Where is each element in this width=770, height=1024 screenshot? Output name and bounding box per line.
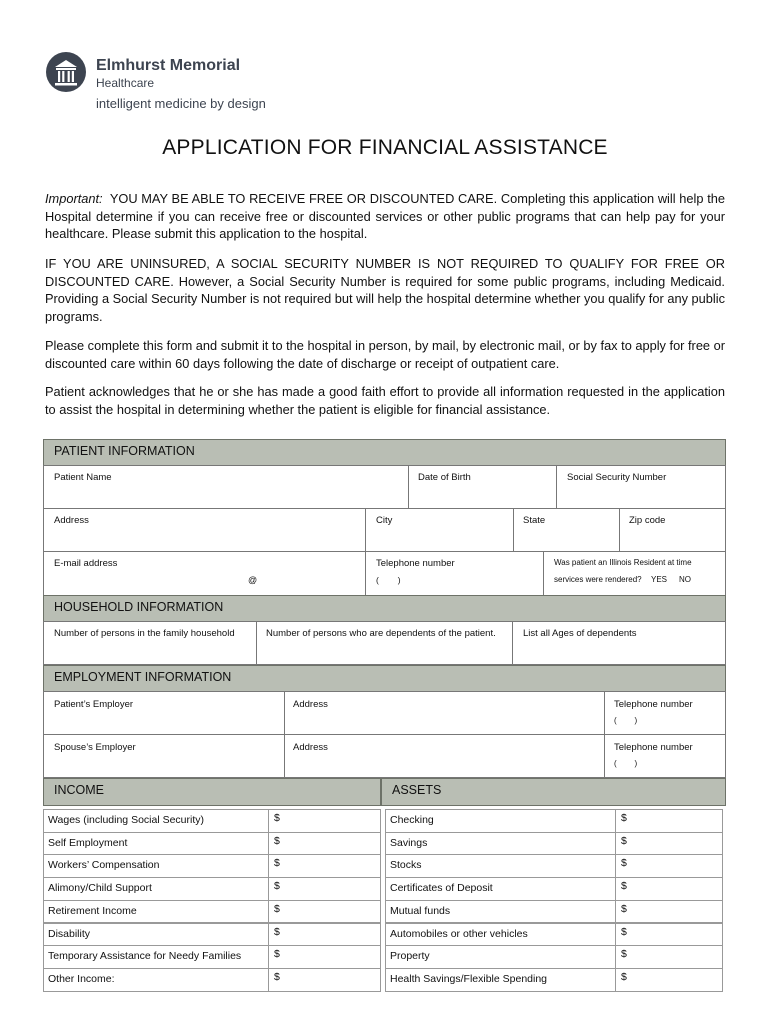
zip-label: Zip code bbox=[629, 515, 666, 526]
income-amount-field[interactable]: $ bbox=[274, 902, 280, 915]
assets-column-divider bbox=[615, 923, 616, 947]
assets-column-divider bbox=[615, 968, 616, 992]
spouse-employer-label: Spouse’s Employer bbox=[54, 742, 136, 753]
assets-row-label: Savings bbox=[390, 836, 428, 849]
assets-row-label: Certificates of Deposit bbox=[390, 882, 493, 895]
patient-employer-address-field[interactable] bbox=[284, 691, 605, 735]
important-label: Important: bbox=[45, 191, 103, 206]
income-header: INCOME bbox=[43, 778, 381, 806]
income-row-label: Disability bbox=[48, 927, 91, 940]
org-subname: Healthcare bbox=[96, 76, 155, 90]
patient-info-header: PATIENT INFORMATION bbox=[43, 439, 726, 466]
income-column-divider bbox=[268, 923, 269, 947]
income-amount-field[interactable]: $ bbox=[274, 880, 280, 893]
assets-amount-field[interactable]: $ bbox=[621, 925, 627, 938]
income-amount-field[interactable]: $ bbox=[274, 834, 280, 847]
assets-amount-field[interactable]: $ bbox=[621, 880, 627, 893]
assets-column-divider bbox=[615, 809, 616, 833]
assets-amount-field[interactable]: $ bbox=[621, 812, 627, 824]
assets-column-divider bbox=[615, 854, 616, 878]
income-row-label: Wages (including Social Security) bbox=[48, 814, 205, 826]
income-amount-field[interactable]: $ bbox=[274, 970, 280, 983]
household-size-label: Number of persons in the family household bbox=[54, 628, 235, 639]
assets-row-label: Health Savings/Flexible Spending bbox=[390, 972, 548, 985]
patient-employer-label: Patient’s Employer bbox=[54, 699, 134, 710]
assets-column-divider bbox=[615, 945, 616, 969]
income-column-divider bbox=[268, 900, 269, 924]
assets-amount-field[interactable]: $ bbox=[621, 834, 627, 847]
income-row-label: Self Employment bbox=[48, 836, 128, 849]
assets-column-divider bbox=[615, 900, 616, 924]
income-column-divider bbox=[268, 832, 269, 856]
income-column-divider bbox=[268, 945, 269, 969]
illinois-resident-question: Was patient an Illinois Resident at time bbox=[554, 558, 692, 567]
income-column-divider bbox=[268, 809, 269, 833]
income-row-label: Temporary Assistance for Needy Families bbox=[48, 950, 242, 963]
state-label: State bbox=[523, 515, 546, 526]
household-info-header: HOUSEHOLD INFORMATION bbox=[43, 595, 726, 622]
tagline: intelligent medicine by design bbox=[96, 96, 266, 111]
income-row-label: Alimony/Child Support bbox=[48, 882, 152, 895]
hospital-building-icon bbox=[46, 52, 86, 92]
patient-employer-phone-field[interactable] bbox=[604, 691, 726, 735]
email-at-sign: @ bbox=[248, 575, 258, 585]
patient-employer-address-label: Address bbox=[293, 699, 328, 710]
income-amount-field[interactable]: $ bbox=[274, 857, 280, 870]
income-row-label: Other Income: bbox=[48, 972, 115, 985]
assets-row-label: Mutual funds bbox=[390, 904, 451, 917]
spouse-employer-phone-label: Telephone number bbox=[614, 742, 693, 753]
assets-row-label: Stocks bbox=[390, 859, 422, 872]
patient-employer-phone-label: Telephone number bbox=[614, 699, 693, 710]
org-name: Elmhurst Memorial bbox=[96, 57, 241, 74]
assets-column-divider bbox=[615, 832, 616, 856]
income-amount-field[interactable]: $ bbox=[274, 925, 280, 938]
income-column-divider bbox=[268, 877, 269, 901]
telephone-label: Telephone number bbox=[376, 558, 455, 569]
paragraph-important bbox=[45, 190, 725, 243]
spouse-employer-area-code: ( ) bbox=[614, 759, 638, 768]
dob-label: Date of Birth bbox=[418, 472, 471, 483]
employment-info-header: EMPLOYMENT INFORMATION bbox=[43, 665, 726, 692]
income-row-label: Retirement Income bbox=[48, 904, 137, 917]
patient-name-label: Patient Name bbox=[54, 472, 112, 483]
income-column-divider bbox=[268, 854, 269, 878]
patient-employer-area-code: ( ) bbox=[614, 716, 638, 725]
paragraph-1-text: YOU MAY BE ABLE TO RECEIVE FREE OR DISCOUNTED CARE. Completing this application will help the Hospital determine if you can receive free or discounted services or other public programs that can help pay for your healthcare. Please submit this application to the hospital. bbox=[45, 191, 725, 241]
assets-column-divider bbox=[615, 877, 616, 901]
email-label: E-mail address bbox=[54, 558, 118, 569]
city-label: City bbox=[376, 515, 393, 526]
illinois-no-option[interactable]: NO bbox=[679, 575, 691, 584]
assets-header: ASSETS bbox=[381, 778, 726, 806]
assets-amount-field[interactable]: $ bbox=[621, 970, 627, 983]
spouse-employer-phone-field[interactable] bbox=[604, 734, 726, 778]
income-amount-field[interactable]: $ bbox=[274, 948, 280, 961]
dependents-ages-label: List all Ages of dependents bbox=[523, 628, 637, 639]
assets-amount-field[interactable]: $ bbox=[621, 902, 627, 915]
page-title: APPLICATION FOR FINANCIAL ASSISTANCE bbox=[162, 136, 608, 159]
income-amount-field[interactable]: $ bbox=[274, 812, 280, 824]
assets-row-label: Automobiles or other vehicles bbox=[390, 927, 528, 940]
address-label: Address bbox=[54, 515, 89, 526]
paragraph-3: Please complete this form and submit it to the hospital in person, by mail, by electronic mail, or by fax to apply for free or discounted care within 60 days following the date of discharge or receipt of outpatient care. bbox=[45, 338, 725, 371]
assets-amount-field[interactable]: $ bbox=[621, 948, 627, 961]
spouse-employer-address-field[interactable] bbox=[284, 734, 605, 778]
assets-row-label: Checking bbox=[390, 814, 434, 826]
income-column-divider bbox=[268, 968, 269, 992]
address-field[interactable] bbox=[43, 508, 366, 552]
paragraph-2: IF YOU ARE UNINSURED, A SOCIAL SECURITY NUMBER IS NOT REQUIRED TO QUALIFY FOR FREE OR DISCOUNTED CARE. However, a Social Security Number is required for some public programs, including Medicaid. Providing a Social Security Number is not required but will help the hospital determine whether you qualify for any public programs. bbox=[45, 256, 725, 324]
dependents-count-label: Number of persons who are dependents of the patient. bbox=[266, 628, 496, 639]
ssn-label: Social Security Number bbox=[567, 472, 667, 483]
patient-employer-field[interactable] bbox=[43, 691, 285, 735]
assets-row-label: Property bbox=[390, 950, 430, 963]
telephone-area-code: ( ) bbox=[376, 575, 401, 585]
paragraph-4: Patient acknowledges that he or she has made a good faith effort to provide all information requested in the application to assist the hospital in determining whether the patient is eligible for financial assistance. bbox=[45, 384, 725, 417]
spouse-employer-field[interactable] bbox=[43, 734, 285, 778]
spouse-employer-address-label: Address bbox=[293, 742, 328, 753]
illinois-yes-option[interactable]: YES bbox=[651, 575, 668, 584]
income-row-label: Workers’ Compensation bbox=[48, 859, 160, 872]
assets-amount-field[interactable]: $ bbox=[621, 857, 627, 870]
illinois-resident-question-2: services were rendered? bbox=[554, 575, 642, 584]
